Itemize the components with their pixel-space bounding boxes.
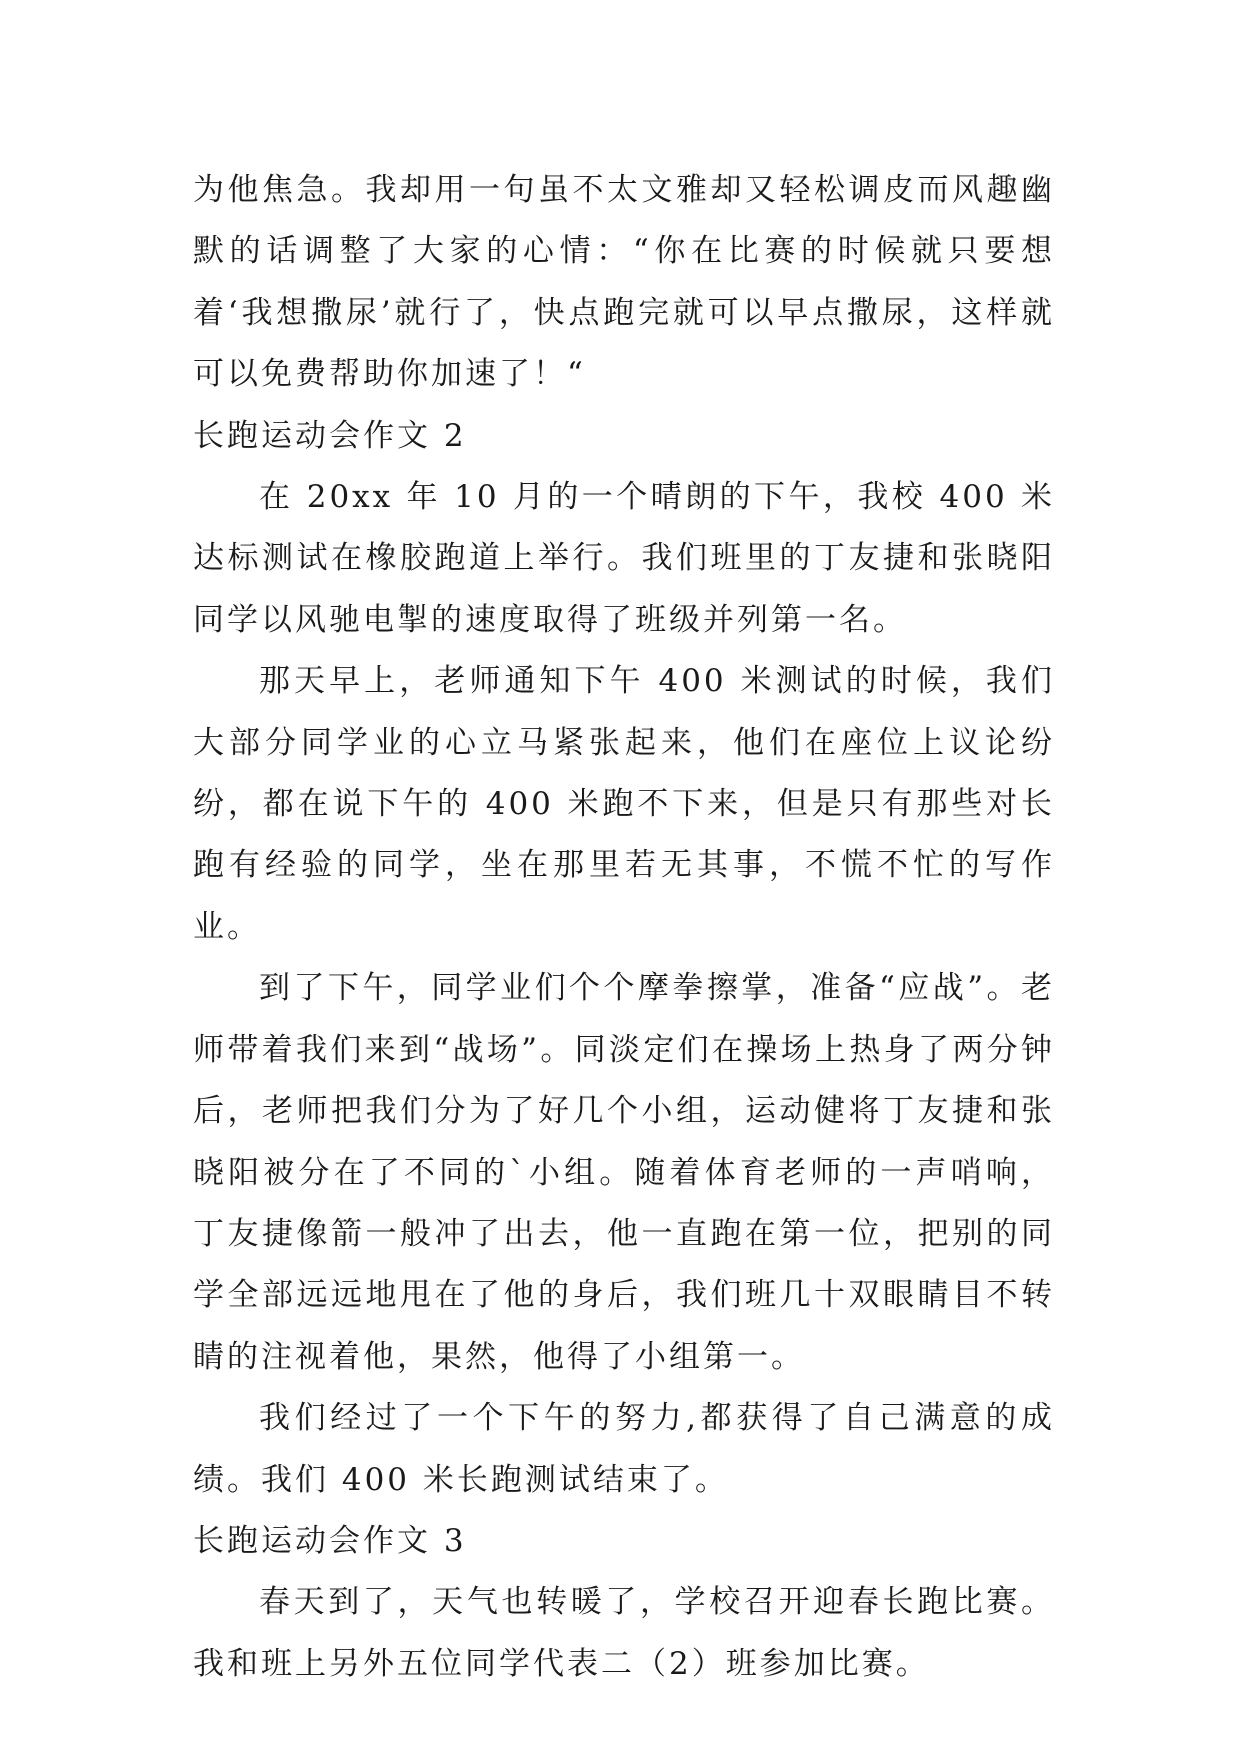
paragraph: 春天到了，天气也转暖了，学校召开迎春长跑比赛。我和班上另外五位同学代表二（2）班参加比赛。	[193, 1584, 1055, 1682]
paragraph-continuation: 为他焦急。我却用一句虽不太文雅却又轻松调皮而风趣幽默的话调整了大家的心情：“你在比赛的时候就只要想着‘我想撒尿’就行了，快点跑完就可以早点撒尿，这样就可以免费帮助你加速了！“	[193, 172, 1055, 393]
paragraph: 到了下午，同学业们个个摩拳擦掌，准备“应战”。老师带着我们来到“战场”。同淡定们在操场上热身了两分钟后，老师把我们分为了好几个小组，运动健将丁友捷和张晓阳被分在了不同的`小组。随着体育老师的一声哨响，丁友捷像箭一般冲了出去，他一直跑在第一位，把别的同学全部远远地甩在了他的身后，我们班几十双眼睛目不转睛的注视着他，果然，他得了小组第一。	[193, 970, 1055, 1375]
section-heading-3: 长跑运动会作文 3	[193, 1522, 467, 1559]
paragraph: 那天早上，老师通知下午 400 米测试的时候，我们大部分同学业的心立马紧张起来，他们在座位上议论纷纷，都在说下午的 400 米跑不下来，但是只有那些对长跑有经验的同学，坐在那里若无其事，不慌不忙的写作业。	[193, 663, 1055, 945]
section-heading-2: 长跑运动会作文 2	[193, 417, 467, 454]
paragraph: 在 20xx 年 10 月的一个晴朗的下午，我校 400 米达标测试在橡胶跑道上举行。我们班里的丁友捷和张晓阳同学以风驰电掣的速度取得了班级并列第一名。	[193, 479, 1055, 638]
paragraph: 我们经过了一个下午的努力,都获得了自己满意的成绩。我们 400 米长跑测试结束了。	[193, 1400, 1055, 1498]
document-page	[193, 160, 1055, 1695]
